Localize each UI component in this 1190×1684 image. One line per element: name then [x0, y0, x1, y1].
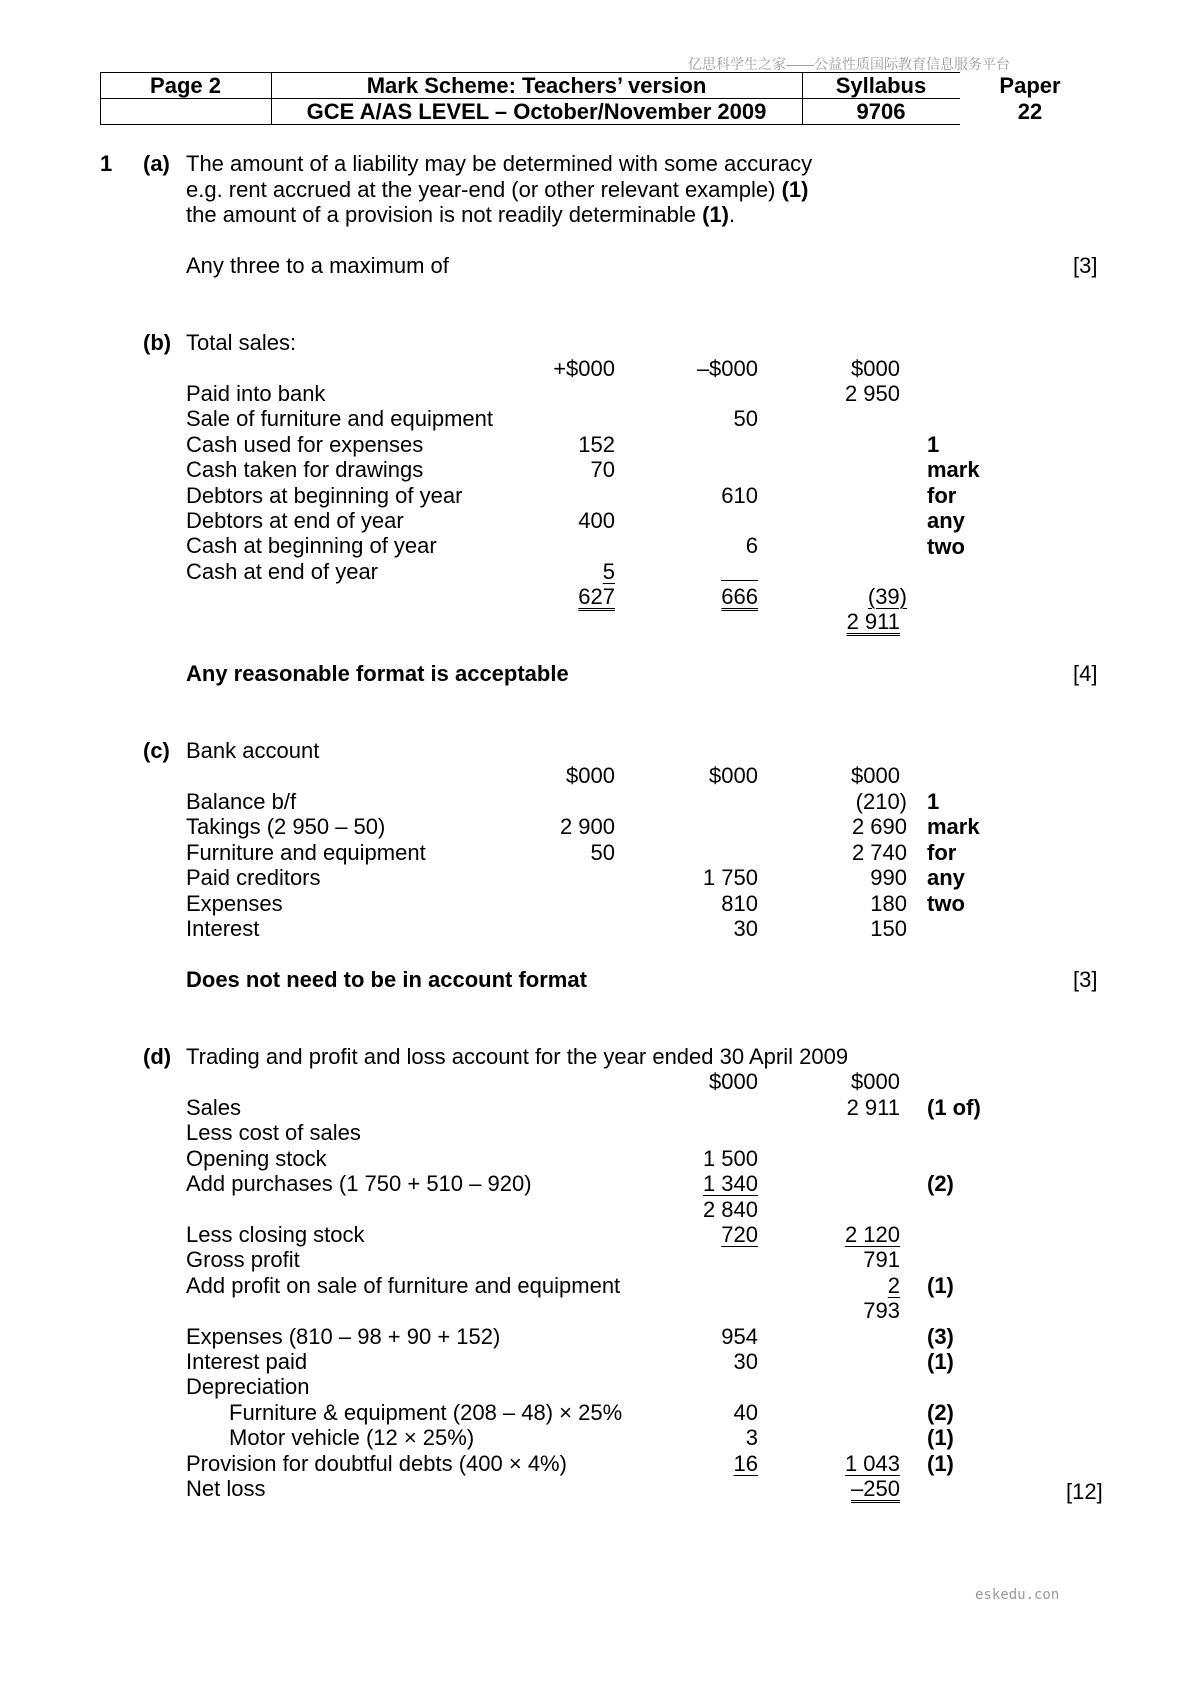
part-d-row-label: Furniture & equipment (208 – 48) × 25%	[229, 1400, 623, 1425]
part-c-side-mark: mark	[927, 814, 980, 839]
part-c-col1-header: $000	[566, 763, 615, 788]
part-a-line2	[186, 177, 808, 202]
part-b-row-label: Debtors at beginning of year	[186, 483, 463, 508]
part-b-col3-header: $000	[851, 356, 900, 381]
part-c-row-label: Interest	[186, 916, 260, 941]
part-c-row-col2: 810	[721, 891, 758, 916]
bottom-watermark: eskedu.con	[975, 1587, 1060, 1603]
part-b-label: (b)	[143, 330, 172, 355]
part-d-row-col2: 16	[733, 1451, 758, 1476]
part-d-row-col2: 30	[733, 1349, 758, 1374]
header-paper-label: Paper	[999, 73, 1061, 98]
part-c-row-label: Paid creditors	[186, 865, 321, 890]
part-a-line3	[186, 202, 735, 227]
part-c-side-mark: any	[927, 865, 965, 890]
part-a-total: [3]	[1073, 253, 1098, 278]
part-d-row-col3: –250	[851, 1476, 900, 1501]
part-d-total: [12]	[1066, 1479, 1103, 1504]
part-a-line2-mark: (1)	[781, 177, 809, 202]
part-a-line3-end: .	[728, 202, 736, 227]
header-syllabus-code: 9706	[856, 99, 906, 124]
part-b-col2-rule	[721, 580, 758, 581]
part-b-total: [4]	[1073, 661, 1098, 686]
part-d-row-col3: 1 043	[844, 1451, 900, 1476]
part-c-row-label: Balance b/f	[186, 789, 297, 814]
part-d-row-col2: 3	[745, 1425, 758, 1450]
part-b-row-col3: 2 950	[844, 381, 900, 406]
part-d-row-label: Net loss	[186, 1476, 266, 1501]
part-c-row-label: Takings (2 950 – 50)	[186, 814, 386, 839]
part-c-row-col3: (210)	[855, 789, 907, 814]
part-d-row-label: Interest paid	[186, 1349, 308, 1374]
part-d-row-label: Less cost of sales	[186, 1120, 361, 1145]
part-a-any-three: Any three to a maximum of	[186, 253, 449, 278]
part-d-row-mark: (1)	[927, 1451, 954, 1476]
part-c-side-mark: for	[927, 840, 957, 865]
part-d-col2-header: $000	[709, 1069, 758, 1094]
part-d-row-col2: 2 840	[702, 1197, 758, 1222]
part-d-row-mark: (3)	[927, 1324, 954, 1349]
part-d-row-mark: (1)	[927, 1425, 954, 1450]
part-d-row-label: Depreciation	[186, 1374, 310, 1399]
part-c-row-col3: 990	[870, 865, 907, 890]
part-d-row-col3: 2 911	[846, 1095, 900, 1120]
part-c-row-col3: 2 740	[851, 840, 907, 865]
part-c-row-label: Furniture and equipment	[186, 840, 426, 865]
part-b-side-mark: 1	[927, 432, 940, 457]
part-b-row-col1: 152	[578, 432, 615, 457]
part-d-row-col2: 40	[733, 1400, 758, 1425]
part-a-line3-mark: (1)	[702, 202, 729, 227]
part-d-label: (d)	[143, 1044, 172, 1069]
part-d-row-label: Less closing stock	[186, 1222, 365, 1247]
part-b-row-col2: 50	[733, 406, 758, 431]
part-b-row-label: Cash used for expenses	[186, 432, 424, 457]
part-d-row-label: Expenses (810 – 98 + 90 + 152)	[186, 1324, 501, 1349]
part-d-row-label: Gross profit	[186, 1247, 300, 1272]
part-b-heading: Total sales:	[186, 330, 297, 355]
part-c-col2-header: $000	[709, 763, 758, 788]
part-d-heading: Trading and profit and loss account for the year ended 30 April 2009	[186, 1044, 849, 1069]
header-page: Page 2	[150, 73, 221, 98]
part-d-row-mark: (1 of)	[927, 1095, 981, 1120]
part-d-row-label: Sales	[186, 1095, 242, 1120]
part-d-row-label: Provision for doubtful debts (400 × 4%)	[186, 1451, 567, 1476]
part-a-label: (a)	[143, 151, 170, 176]
part-c-heading: Bank account	[186, 738, 320, 763]
part-b-row-label: Paid into bank	[186, 381, 326, 406]
part-d-row-col3: 2	[887, 1273, 900, 1298]
part-c-side-mark: two	[927, 891, 965, 916]
part-c-row-label: Expenses	[186, 891, 283, 916]
top-watermark: 亿思科学生之家——公益性质国际教育信息服务平台	[688, 56, 1010, 72]
part-b-row-col1: 400	[578, 508, 615, 533]
part-b-row-col2: 6	[745, 533, 758, 558]
part-c-row-col3: 180	[870, 891, 907, 916]
part-c-row-col2: 1 750	[702, 865, 758, 890]
part-d-row-mark: (1)	[927, 1349, 954, 1374]
part-b-row-label: Cash at end of year	[186, 559, 379, 584]
part-a-line3-text: the amount of a provision is not readily determinable	[186, 202, 696, 227]
part-d-row-col2: 1 340	[702, 1171, 758, 1196]
part-a-line2-text: e.g. rent accrued at the year-end (or other relevant example)	[186, 177, 776, 202]
part-d-row-mark: (1)	[927, 1273, 954, 1298]
part-d-row-label: Motor vehicle (12 × 25%)	[229, 1425, 475, 1450]
header-paper-number: 22	[1017, 99, 1043, 124]
part-d-row-col3: 2 120	[844, 1222, 900, 1247]
part-b-row-col1: 70	[590, 457, 615, 482]
part-c-row-col2: 30	[733, 916, 758, 941]
part-b-side-mark: two	[927, 534, 965, 559]
part-b-note: Any reasonable format is acceptable	[186, 661, 569, 686]
part-c-total: [3]	[1073, 967, 1098, 992]
part-c-row-col3: 2 690	[851, 814, 907, 839]
part-d-row-col2: 720	[721, 1222, 758, 1247]
part-b-row-label: Cash taken for drawings	[186, 457, 424, 482]
part-d-row-col2: 954	[721, 1324, 758, 1349]
header-subtitle: GCE A/AS LEVEL – October/November 2009	[306, 99, 767, 124]
part-c-row-col3: 150	[870, 916, 907, 941]
header-syllabus-label: Syllabus	[835, 73, 927, 98]
part-b-side-mark: for	[927, 483, 957, 508]
part-d-row-label: Opening stock	[186, 1146, 327, 1171]
part-d-row-mark: (2)	[927, 1171, 954, 1196]
part-c-col3-header: $000	[851, 763, 900, 788]
part-b-row-col1: 5	[602, 559, 615, 584]
part-c-note: Does not need to be in account format	[186, 967, 587, 992]
part-d-row-label: Add purchases (1 750 + 510 – 920)	[186, 1171, 532, 1196]
part-a-line1: The amount of a liability may be determined with some accuracy	[186, 151, 813, 176]
part-b-row-label: Cash at beginning of year	[186, 533, 437, 558]
part-b-subtotal-1: 627	[578, 584, 615, 609]
part-b-col1-header: +$000	[553, 356, 615, 381]
part-b-row-label: Debtors at end of year	[186, 508, 404, 533]
part-d-row-label: Add profit on sale of furniture and equipment	[186, 1273, 621, 1298]
part-b-col2-header: –$000	[696, 356, 758, 381]
part-d-row-mark: (2)	[927, 1400, 954, 1425]
header-title: Mark Scheme: Teachers’ version	[366, 73, 707, 98]
part-c-row-col1: 2 900	[559, 814, 615, 839]
part-b-subtotal-2: 666	[721, 584, 758, 609]
part-b-row-col2: 610	[721, 483, 758, 508]
part-b-side-mark: any	[927, 508, 965, 533]
part-c-row-col1: 50	[590, 840, 615, 865]
part-d-col3-header: $000	[851, 1069, 900, 1094]
question-number: 1	[100, 151, 113, 176]
part-d-row-col3: 791	[863, 1247, 900, 1272]
part-b-grand-total: 2 911	[846, 609, 900, 634]
part-c-label: (c)	[143, 738, 170, 763]
part-b-side-mark: mark	[927, 457, 980, 482]
part-b-row-label: Sale of furniture and equipment	[186, 406, 493, 431]
part-b-subtotal-3: (39)	[867, 584, 907, 609]
part-c-side-mark: 1	[927, 789, 940, 814]
part-d-row-col2: 1 500	[702, 1146, 758, 1171]
part-d-row-col3: 793	[863, 1298, 900, 1323]
